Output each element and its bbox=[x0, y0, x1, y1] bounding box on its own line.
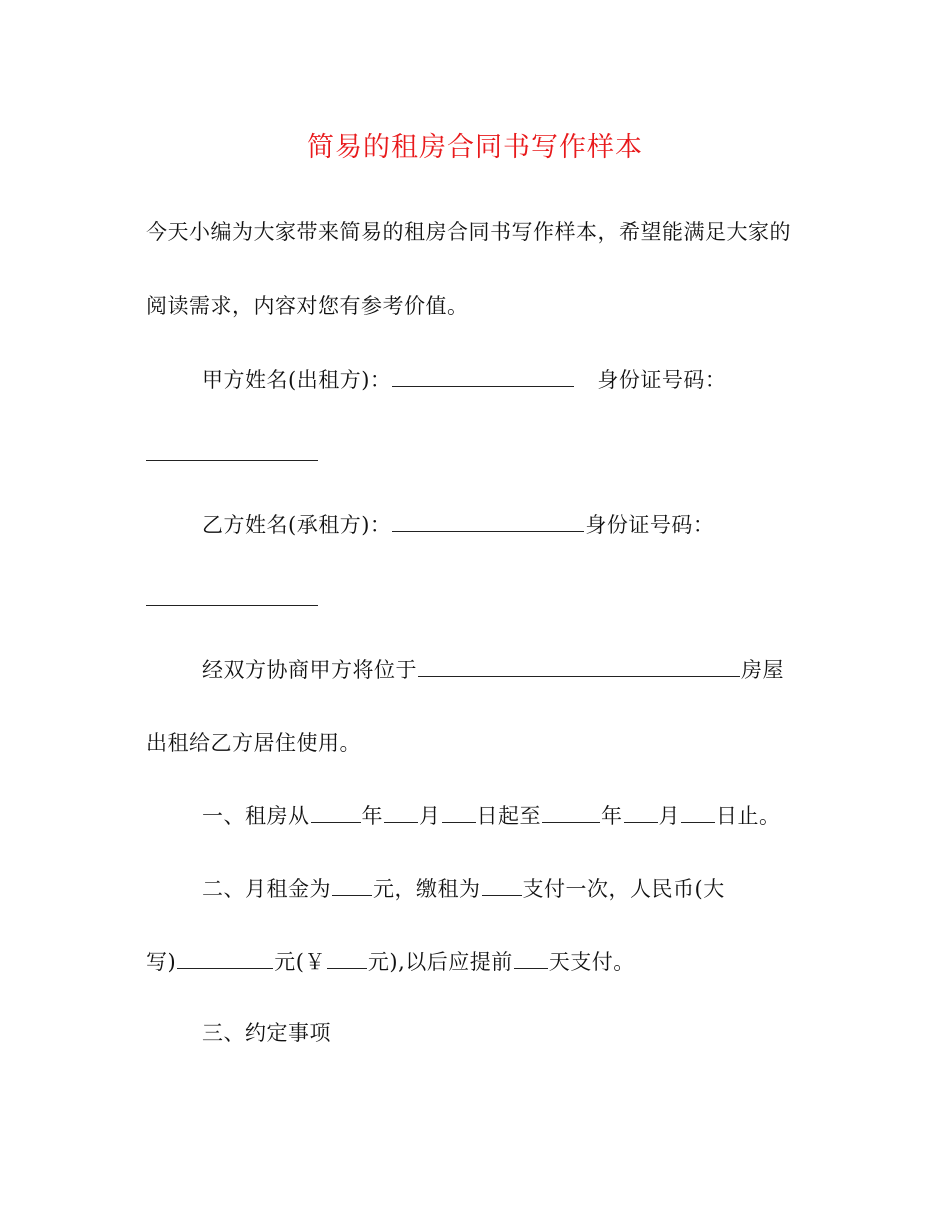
monthly-rent-blank bbox=[332, 873, 372, 896]
term-month-2: 月 bbox=[658, 804, 680, 828]
end-year-blank bbox=[542, 800, 600, 823]
rent-days-suffix: 天支付。 bbox=[548, 950, 635, 974]
location-line-2: 出租给乙方居住使用。 bbox=[146, 731, 361, 755]
amount-numeric-blank bbox=[327, 946, 367, 969]
start-month-blank bbox=[384, 800, 418, 823]
payment-period-blank bbox=[482, 873, 522, 896]
rent-line2-prefix: 写) bbox=[146, 950, 177, 974]
start-day-blank bbox=[442, 800, 476, 823]
party-b-label: 乙方姓名(承租方)： bbox=[202, 513, 392, 537]
rent-pay-once: 支付一次，人民币(大 bbox=[522, 877, 725, 901]
party-b-row bbox=[202, 509, 714, 540]
party-b-name-blank bbox=[392, 509, 584, 532]
term-row bbox=[202, 800, 781, 831]
term-prefix: 一、租房从 bbox=[202, 804, 310, 828]
location-suffix: 房屋 bbox=[741, 658, 784, 682]
term-day-2: 日止。 bbox=[716, 804, 781, 828]
end-month-blank bbox=[624, 800, 658, 823]
agreement-heading: 三、约定事项 bbox=[202, 1021, 331, 1045]
party-b-id-label: 身份证号码： bbox=[585, 513, 715, 537]
party-a-label: 甲方姓名(出租方)： bbox=[202, 368, 392, 392]
rent-yuan-close: 元),以后应提前 bbox=[367, 950, 513, 974]
intro-line-1: 今天小编为大家带来简易的租房合同书写作样本，希望能满足大家的 bbox=[146, 220, 791, 244]
party-a-id-label: 身份证号码： bbox=[597, 368, 727, 392]
party-a-row bbox=[202, 364, 726, 395]
party-a-id-blank bbox=[146, 460, 318, 461]
location-row bbox=[202, 654, 784, 685]
start-year-blank bbox=[311, 800, 361, 823]
term-year-1: 年 bbox=[361, 804, 383, 828]
party-b-id-blank bbox=[146, 605, 318, 606]
location-blank bbox=[418, 654, 740, 677]
rent-prefix: 二、月租金为 bbox=[202, 877, 331, 901]
term-month-1: 月 bbox=[419, 804, 441, 828]
rent-yuan-paren: 元(￥ bbox=[274, 950, 326, 974]
document-title: 简易的租房合同书写作样本 bbox=[307, 132, 643, 163]
location-prefix: 经双方协商甲方将位于 bbox=[202, 658, 417, 682]
term-day-1: 日起至 bbox=[476, 804, 541, 828]
party-a-name-blank bbox=[392, 364, 574, 387]
end-day-blank bbox=[681, 800, 715, 823]
intro-line-2: 阅读需求，内容对您有参考价值。 bbox=[146, 294, 469, 318]
rent-row-2 bbox=[146, 946, 635, 977]
advance-days-blank bbox=[514, 946, 548, 969]
rent-yuan: 元，缴租为 bbox=[373, 877, 481, 901]
amount-uppercase-blank bbox=[177, 946, 273, 969]
rent-row-1 bbox=[202, 873, 725, 904]
term-year-2: 年 bbox=[601, 804, 623, 828]
